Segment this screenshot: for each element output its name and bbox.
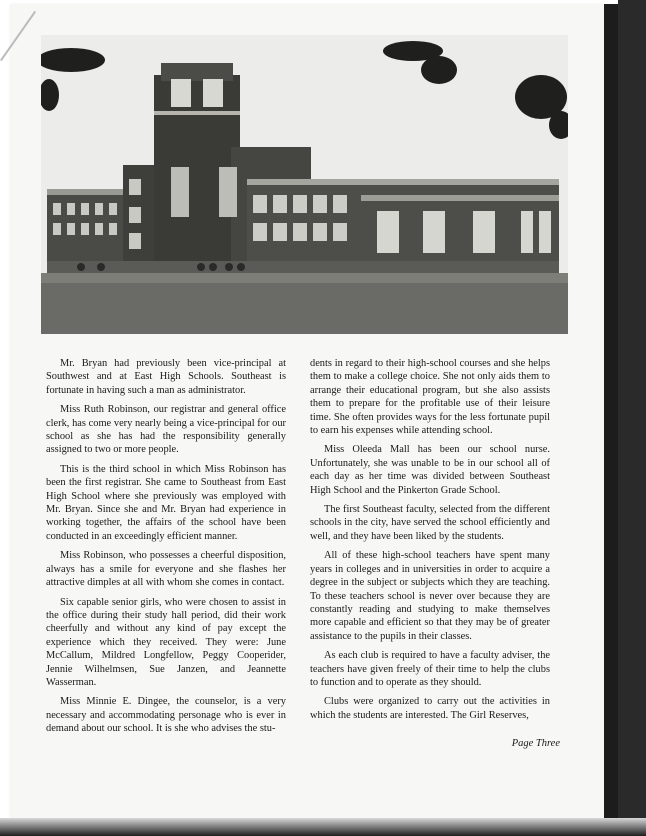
paragraph: Miss Oleeda Mall has been our school nurse. Unfortunately, she was unable to be in our school all of each day as her time was divided between Southeast High School and the Pinkerton Grade School. [310, 444, 550, 496]
paragraph: Miss Robinson, who possesses a cheerful disposition, always has a smile for everyone and she flashes her attractive dimples at all with whom she comes in contact. [46, 550, 286, 589]
paragraph: This is the third school in which Miss Robinson has been the first registrar. She came to Southeast from East High School where she previously was employed with Mr. Bryan. Since she and Mr. Bryan had experience in working together, the affairs of the school have been conducted in an exceedingly efficient manner. [46, 463, 286, 542]
left-text-column [46, 357, 286, 742]
school-building-photo [41, 35, 568, 334]
scan-border [618, 0, 646, 836]
paragraph: dents in regard to their high-school courses and she helps them to make a college choice. She not only aids them to arrange their educational program, but she also assists them to prepare for the profitable use of their leisure time. She often provides ways for the less fortunate pupil to earn his expenses while attending school. [310, 358, 550, 437]
paragraph: Mr. Bryan had previously been vice-principal at Southwest and at East High Schools. Southeast is fortunate in having such a man as administrator. [46, 358, 286, 396]
paragraph: The first Southeast faculty, selected from the different schools in the city, have served the school efficiently and well, and they have been liked by the students. [310, 504, 550, 542]
paragraph: All of these high-school teachers have spent many years in colleges and in universities in order to acquire a degree in the subject or subjects which they are teaching. To these teachers school is never over because they are constantly reading and studying to make themselves more capable and efficient so that they may be of greater assistance to the pupils in their classes. [310, 550, 550, 642]
page-number: Page Three [511, 738, 560, 749]
right-text-column [310, 357, 550, 728]
page-binding-edge [604, 4, 618, 834]
paragraph: Six capable senior girls, who were chosen to assist in the office during their study hall period, did their work cheerfully and without any kind of pay except the experience which they received. They were: June McCallum, Mildred Longfellow, Peggy Cooperider, Jennie Wilhelmsen, Sue Janzen, and Jeannette Wasserman. [46, 596, 286, 688]
paragraph: Miss Minnie E. Dingee, the counselor, is a very necessary and accommodating personage who is ever in demand about our school. It is she who advises the stu- [46, 696, 286, 735]
paragraph: As each club is required to have a faculty adviser, the teachers have given freely of their time to help the clubs to function and to operate as they should. [310, 650, 550, 688]
scan-bottom-edge [0, 818, 646, 836]
paragraph: Clubs were organized to carry out the activities in which the students are interested. The Girl Reserves, [310, 696, 550, 721]
paragraph: Miss Ruth Robinson, our registrar and general office clerk, has come very nearly being a vice-principal for our school as she has had the responsibility generally assigned to two or more people. [46, 404, 286, 456]
